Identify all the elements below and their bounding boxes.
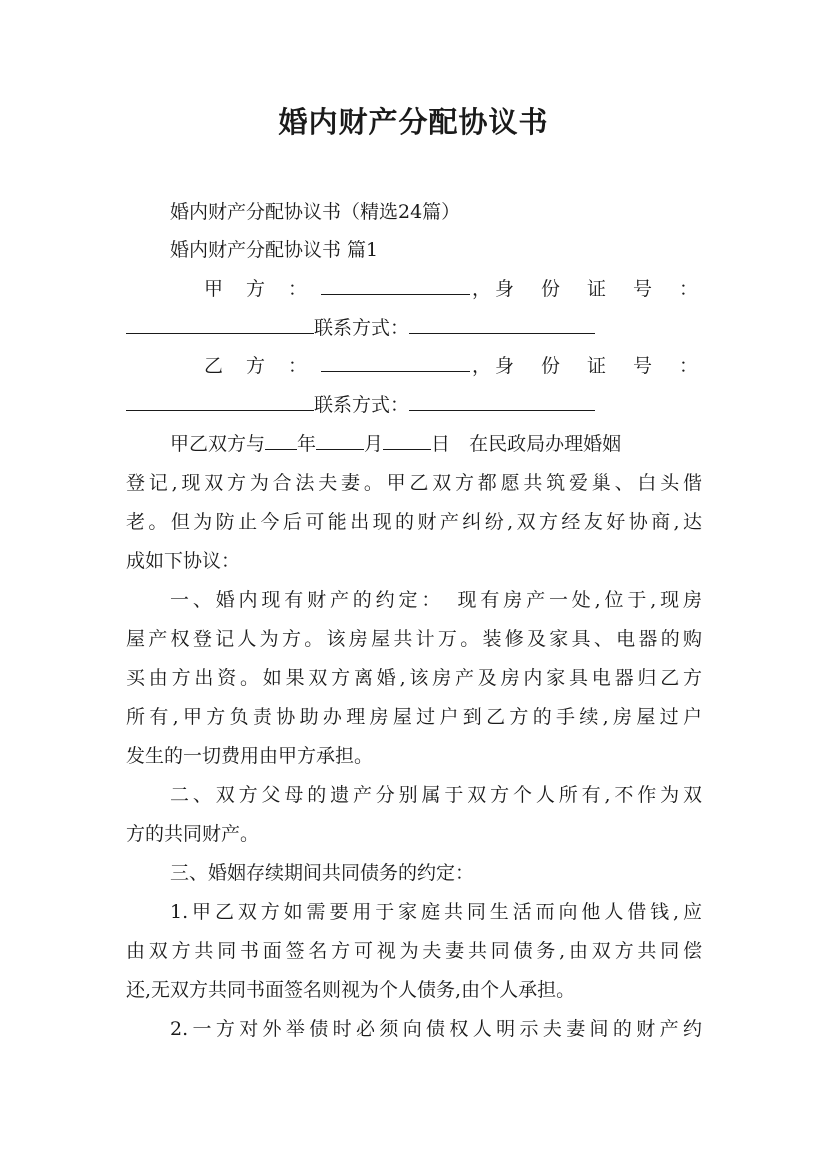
day-label: 日 <box>431 433 451 455</box>
party-a-name-blank <box>321 272 470 295</box>
party-a-row <box>126 270 702 308</box>
year-blank <box>265 427 297 450</box>
party-a-id-blank <box>126 311 314 334</box>
body-line-10: 方的共同财产。 <box>126 823 260 845</box>
body-line-9: 二、双方父母的遗产分别属于双方个人所有,不作为双 <box>170 784 702 806</box>
party-b-label: 乙 方 ： <box>204 355 310 377</box>
marriage-suffix: 在民政局办理婚姻 <box>450 433 622 455</box>
body-line-15: 2.一方对外举债时必须向债权人明示夫妻间的财产约 <box>170 1018 702 1040</box>
document-title: 婚内财产分配协议书 <box>278 105 549 139</box>
party-b-id-label: ，身 份 证 号 ： <box>471 355 702 377</box>
party-b-contact-row <box>126 386 702 424</box>
marriage-prefix: 甲乙双方与 <box>170 433 266 455</box>
subtitle: 婚内财产分配协议书（精选24篇） <box>170 201 461 223</box>
body-line-2: 老。但为防止今后可能出现的财产纠纷,双方经友好协商,达 <box>126 511 702 533</box>
party-b-contact-blank <box>409 388 595 411</box>
day-blank <box>383 427 431 450</box>
body-line-7: 所有,甲方负责协助办理房屋过户到乙方的手续,房屋过户 <box>126 706 702 728</box>
body-line-14: 还,无双方共同书面签名则视为个人债务,由个人承担。 <box>126 979 576 1001</box>
month-label: 月 <box>364 433 384 455</box>
party-a-contact-row <box>126 309 702 347</box>
month-blank <box>316 427 364 450</box>
party-a-label: 甲 方 ： <box>204 278 310 300</box>
section-heading: 婚内财产分配协议书 篇1 <box>170 239 379 261</box>
party-b-id-blank <box>126 388 314 411</box>
marriage-line <box>126 425 702 463</box>
party-a-contact-label: 联系方式： <box>314 317 410 339</box>
body-line-6: 买由方出资。如果双方离婚,该房产及房内家具电器归乙方 <box>126 667 702 689</box>
party-b-name-blank <box>321 349 470 372</box>
party-b-row <box>126 347 702 385</box>
body-line-11: 三、婚姻存续期间共同债务的约定： <box>170 862 475 884</box>
body-line-5: 屋产权登记人为方。该房屋共计万。装修及家具、电器的购 <box>126 628 702 650</box>
body-line-1: 登记,现双方为合法夫妻。甲乙双方都愿共筑爱巢、白头偕 <box>126 472 702 494</box>
body-line-8: 发生的一切费用由甲方承担。 <box>126 745 374 767</box>
party-a-id-label: ，身 份 证 号 ： <box>471 278 702 300</box>
body-line-13: 由双方共同书面签名方可视为夫妻共同债务,由双方共同偿 <box>126 940 702 962</box>
body-line-12: 1.甲乙双方如需要用于家庭共同生活而向他人借钱,应 <box>170 901 702 923</box>
year-label: 年 <box>297 433 317 455</box>
party-b-contact-label: 联系方式： <box>314 394 410 416</box>
body-line-3: 成如下协议： <box>126 550 241 572</box>
party-a-contact-blank <box>409 311 595 334</box>
body-line-4: 一、婚内现有财产的约定： 现有房产一处,位于,现房 <box>170 589 702 611</box>
